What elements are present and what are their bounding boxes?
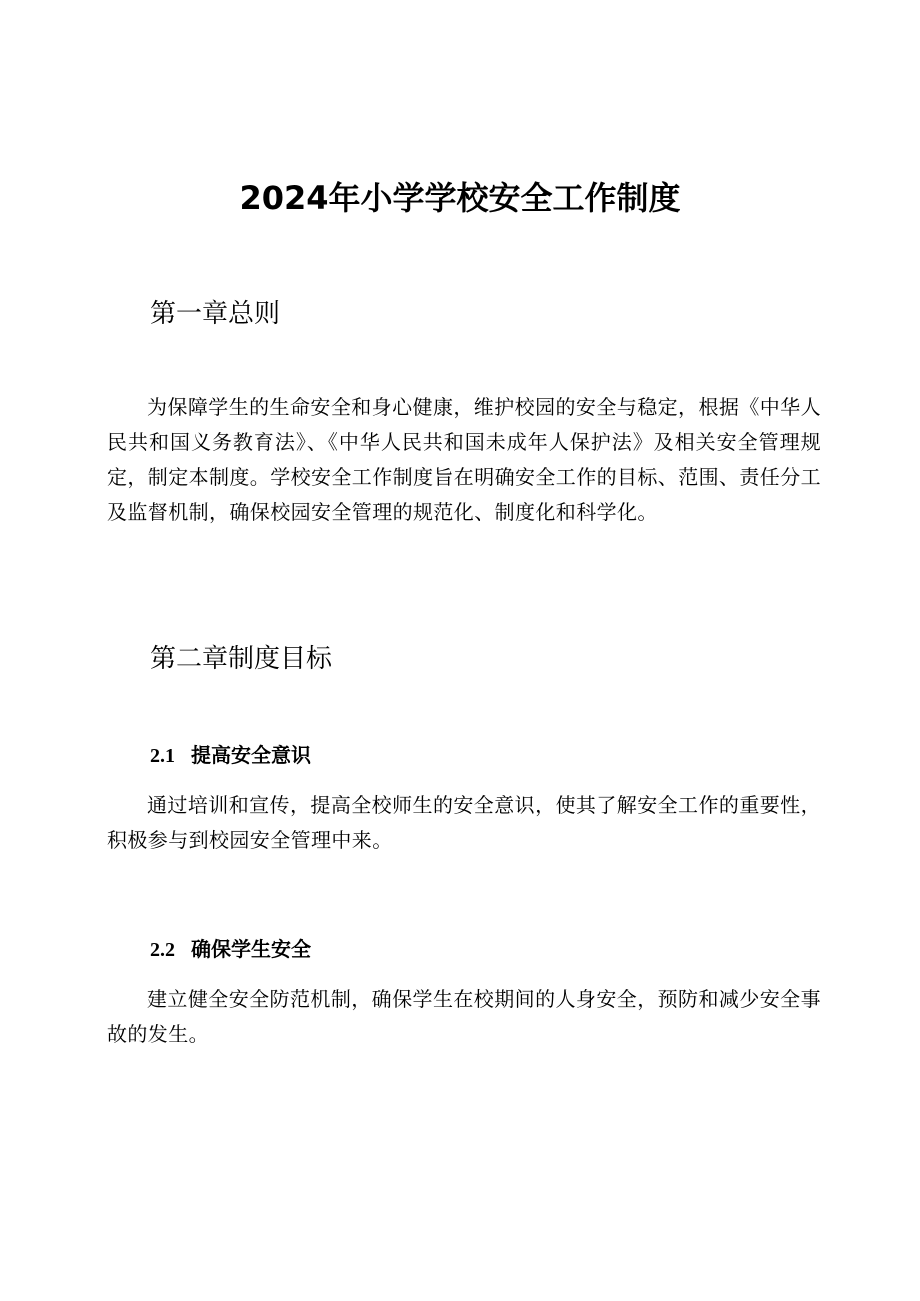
page-title: 2024年小学学校安全工作制度 xyxy=(239,179,681,217)
chapter-1-heading: 第一章总则 xyxy=(150,299,281,329)
section-2-1-title: 提高安全意识 xyxy=(191,743,311,767)
chapter-2-heading: 第二章制度目标 xyxy=(150,644,333,674)
section-2-2-paragraph: 建立健全安全防范机制，确保学生在校期间的人身安全，预防和减少安全事故的发生。 xyxy=(107,987,821,1046)
section-2-1-number: 2.1 xyxy=(150,745,175,767)
section-2-2-number: 2.2 xyxy=(150,939,175,961)
section-2-2-title: 确保学生安全 xyxy=(191,937,311,961)
section-2-1-heading xyxy=(150,740,311,771)
section-2-2-heading xyxy=(150,934,311,965)
chapter-1-paragraph: 为保障学生的生命安全和身心健康，维护校园的安全与稳定，根据《中华人民共和国义务教育法》、《中华人民共和国未成年人保护法》及相关安全管理规定，制定本制度。学校安全工作制度旨在明确安全工作的目标、范围、责任分工及监督机制，确保校园安全管理的规范化、制度化和科学化。 xyxy=(107,395,821,524)
section-2-1-paragraph: 通过培训和宣传，提高全校师生的安全意识，使其了解安全工作的重要性，积极参与到校园安全管理中来。 xyxy=(107,793,821,852)
